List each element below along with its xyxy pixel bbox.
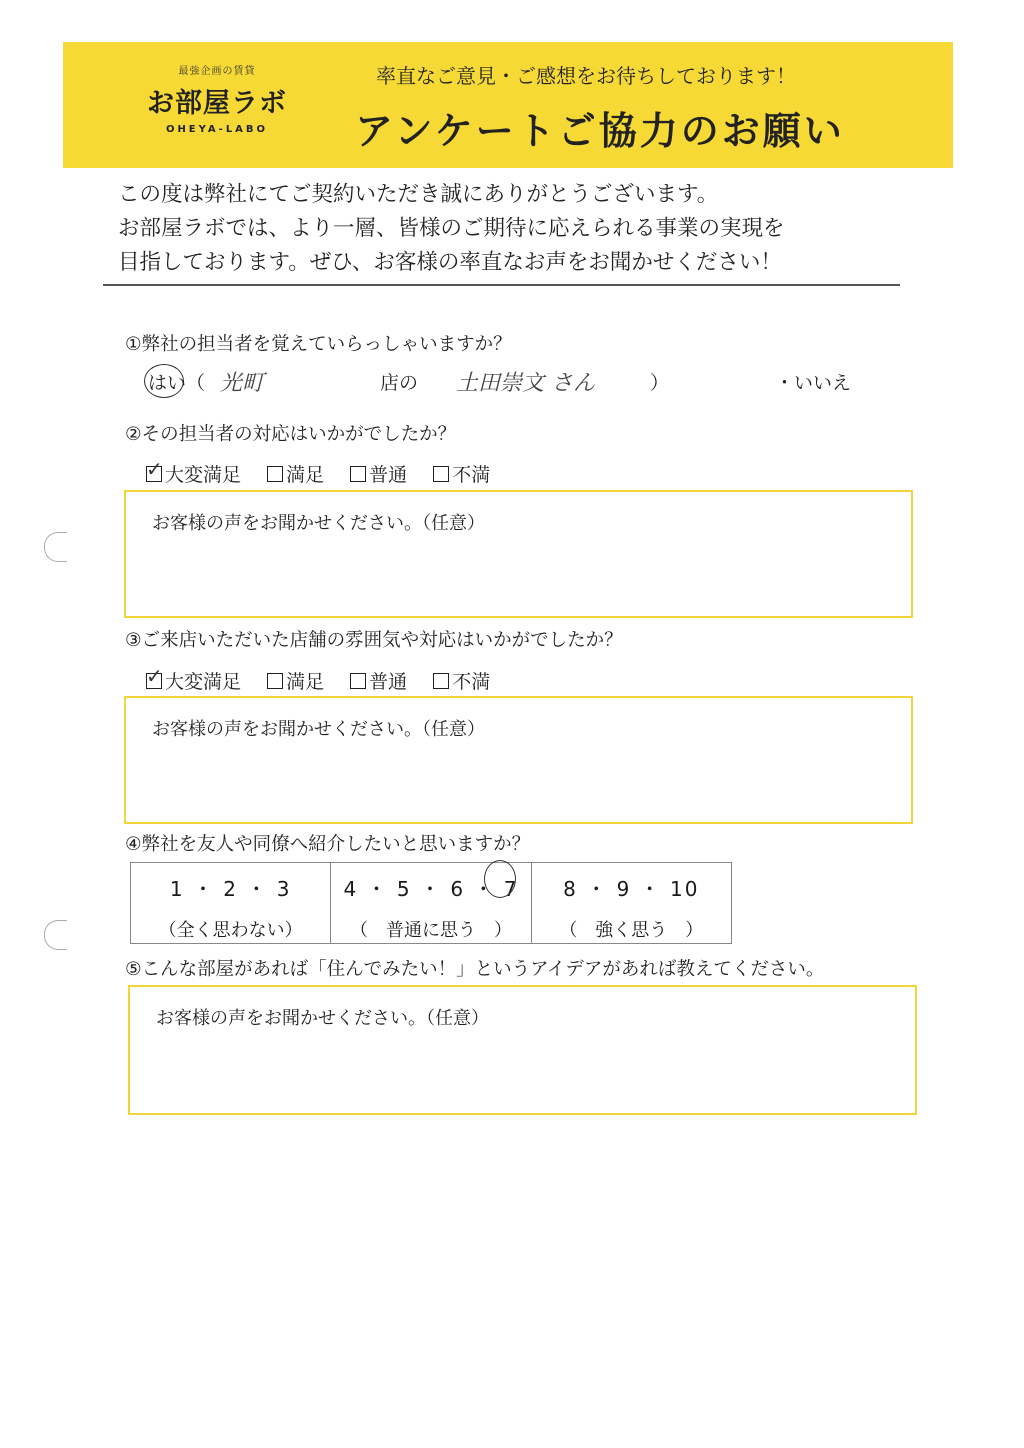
q3-option-neutral[interactable]: 普通 <box>350 667 407 694</box>
q2-options <box>146 457 510 487</box>
q2-question: ②その担当者の対応はいかがでしたか？ <box>125 424 457 445</box>
q2-option-dissatisfied[interactable]: 不満 <box>433 460 490 487</box>
q3-options <box>146 664 510 694</box>
banner-subtitle: 率直なご意見・ご感想をお待ちしております！ <box>376 64 796 88</box>
q1-answer-row <box>148 368 205 395</box>
q4-scale-low[interactable] <box>131 863 331 943</box>
intro-line-1: この度は弊社にてご契約いただき誠にありがとうございます。 <box>118 182 719 207</box>
checkbox[interactable] <box>433 673 449 689</box>
q4-low-label: （全く思わない） <box>158 920 303 941</box>
q3-option-very-satisfied[interactable]: ✓ 大変満足 <box>146 664 242 693</box>
selected-7-circle-mark <box>484 860 516 898</box>
logo-tagline: 最強企画の賃貸 <box>178 66 256 77</box>
q4-rating-scale <box>130 862 732 944</box>
q5-question: ⑤こんな部屋があれば「住んでみたい！」というアイデアがあれば教えてください。 <box>125 959 825 980</box>
q3-comment-placeholder: お客様の声をお聞かせください。（任意） <box>152 719 485 740</box>
q5-comment-placeholder: お客様の声をお聞かせください。（任意） <box>156 1008 489 1029</box>
punch-hole <box>44 532 67 562</box>
q4-high-numbers: 8 ・ 9 ・ 10 <box>563 877 700 901</box>
punch-hole <box>44 920 67 950</box>
q1-store-label: 店の <box>380 372 419 394</box>
q1-close-paren: ） <box>650 372 670 394</box>
q1-staff-handwritten[interactable]: 土田崇文 さん <box>456 371 595 396</box>
logo-name: お部屋ラボ <box>147 88 287 119</box>
q4-mid-label: （ 普通に思う ） <box>349 920 512 941</box>
q3-question: ③ご来店いただいた店舗の雰囲気や対応はいかがでしたか？ <box>125 630 623 651</box>
q1-no-option[interactable]: ・いいえ <box>775 372 852 394</box>
check-mark-icon: ✓ <box>146 457 163 481</box>
logo-roman: OHEYA-LABO <box>165 124 269 135</box>
check-mark-icon: ✓ <box>146 664 163 688</box>
intro-line-3: 目指しております。ぜひ、お客様の率直なお声をお聞かせください！ <box>118 250 782 275</box>
checkbox-checked[interactable] <box>146 457 163 482</box>
checkbox[interactable] <box>350 673 366 689</box>
q4-low-numbers: 1 ・ 2 ・ 3 <box>169 877 292 901</box>
banner-title: アンケートご協力のお願い <box>355 109 845 153</box>
q4-scale-high[interactable] <box>532 863 731 943</box>
intro-line-2: お部屋ラボでは、より一層、皆様のご期待に応えられる事業の実現を <box>118 216 785 241</box>
q3-comment-box[interactable] <box>124 696 913 824</box>
q2-option-satisfied[interactable]: 満足 <box>267 460 324 487</box>
checkbox[interactable] <box>433 466 449 482</box>
q2-comment-box[interactable] <box>124 490 913 618</box>
q4-high-label: （ 強く思う ） <box>559 920 704 941</box>
q3-option-dissatisfied[interactable]: 不満 <box>433 667 490 694</box>
q1-store-handwritten[interactable]: 光町 <box>220 371 265 396</box>
q4-question: ④弊社を友人や同僚へ紹介したいと思いますか？ <box>125 834 531 855</box>
checkbox[interactable] <box>267 466 283 482</box>
intro-text <box>118 178 785 280</box>
q4-mid-numbers: 4 ・ 5 ・ 6 ・ 7 <box>343 877 519 901</box>
divider <box>103 284 900 286</box>
q5-comment-box[interactable] <box>128 985 917 1115</box>
q3-option-satisfied[interactable]: 満足 <box>267 667 324 694</box>
company-logo <box>127 62 307 152</box>
q2-option-neutral[interactable]: 普通 <box>350 460 407 487</box>
q1-yes-option[interactable]: はい <box>148 372 187 394</box>
checkbox-checked[interactable] <box>146 664 163 689</box>
q1-open-paren: （ <box>186 372 206 394</box>
q1-question: ①弊社の担当者を覚えていらっしゃいますか？ <box>125 334 512 355</box>
q2-comment-placeholder: お客様の声をお聞かせください。（任意） <box>152 513 485 534</box>
checkbox[interactable] <box>350 466 366 482</box>
checkbox[interactable] <box>267 673 283 689</box>
q2-option-very-satisfied[interactable]: ✓ 大変満足 <box>146 457 242 486</box>
